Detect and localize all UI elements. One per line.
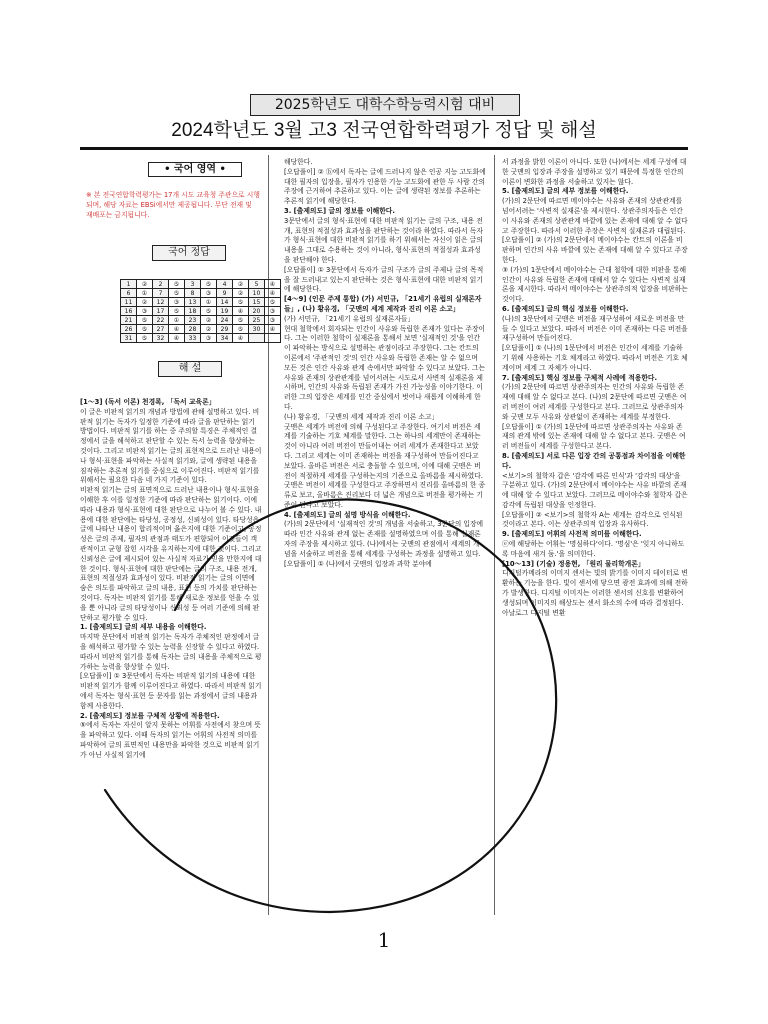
question-number: 33 bbox=[185, 334, 201, 343]
answer-row bbox=[121, 325, 281, 334]
answer-choice: ⑤ bbox=[233, 325, 249, 334]
commentary-paragraph: 3문단에서 글의 형식·표현에 대한 비판적 읽기는 글의 구조, 내용 전개, 표현의 적절성과 효과성을 판단하는 것이라 하였다. 따라서 독자가 형식·표현에 대한 비판적 읽기를 하기 위해서는 자신이 읽은 글의 내용을 그대로 수용하는 것이 아니라, 형식·표현의 적절성과 효과성을 판단해야 한다. bbox=[284, 216, 483, 264]
answer-choice: ① bbox=[201, 298, 217, 307]
question-number: 4 bbox=[217, 280, 233, 289]
commentary-paragraph: ③ (가)의 1문단에서 메이야수는 근대 철학에 대한 비판을 통해 인간이 사유와 독립한 존재에 대해서 알 수 있다는 사변적 실재론을 제시한다. 따라서 메이야수는 상관주의적 입장을 비판하는 것이다. bbox=[502, 265, 688, 304]
question-number: 9 bbox=[217, 289, 233, 298]
answer-choice: ④ bbox=[265, 289, 281, 298]
question-number: 10 bbox=[249, 289, 265, 298]
commentary-paragraph: ⓔ에 해당하는 어휘는 '명심하다'이다. '명심'은 '잊지 아니하도록 마음에 새겨 둠.'을 의미한다. bbox=[502, 540, 685, 558]
answer-choice: ⑤ bbox=[265, 298, 281, 307]
question-number: 23 bbox=[185, 316, 201, 325]
answer-choice: ⑤ bbox=[137, 334, 153, 343]
commentary-paragraph: 굿맨은 세계가 버전에 의해 구성된다고 주장한다. 여기서 버전은 세계를 기술하는 기호 체계를 말한다. 그는 하나의 세계만이 존재하는 것이 아니라 여러 버전이 만들어내는 여러 세계가 존재한다고 보았다. 그리고 세계는 이미 존재하는 버전을 재구성하여 만들어진다고 보았다. 올바른 버전은 서로 충돌할 수 있으며, 이에 대해 굿맨은 버전이 적절하게 세계를 구성하는지의 기준으로 올바름을 제시하였다. 굿맨은 버전이 세계를 구성한다고 주장하면서 진리를 올바름의 한 종류로 보고, 올바름은 진리보다 더 넓은 개념으로 버전을 평가하는 기준이 된다고 보았다. bbox=[284, 422, 486, 509]
commentary-paragraph: ⑤에서 독자는 자신이 알지 못하는 어휘를 사전에서 찾으며 뜻을 파악하고 있다. 이때 독자의 읽기는 어휘의 사전적 의미를 파악하여 글의 표면적인 내용만을 파악한 것으로 비판적 읽기가 아닌 사실적 읽기에 bbox=[80, 721, 261, 759]
question-number: 22 bbox=[153, 316, 169, 325]
question-number: 27 bbox=[153, 325, 169, 334]
question-number: 18 bbox=[185, 307, 201, 316]
answer-choice: ⑤ bbox=[169, 307, 185, 316]
answer-choice: ④ bbox=[265, 325, 281, 334]
question-number: 7 bbox=[153, 289, 169, 298]
question-heading: [1～3] (독서 이론) 천경록, 「독서 교육론」 bbox=[80, 398, 216, 406]
commentary-column-2 bbox=[284, 158, 486, 914]
question-number: 17 bbox=[153, 307, 169, 316]
question-number: 1 bbox=[121, 280, 137, 289]
answer-choice: ③ bbox=[265, 307, 281, 316]
answer-choice: ⑤ bbox=[201, 307, 217, 316]
commentary-paragraph: [오답풀이] ② ⓑ에서 독자는 글에 드러나지 않은 인공 지능 고도화에 대한 필자의 입장을, 필자가 인용한 기능 고도화에 관한 두 사람 간의 주장에 근거하여 추론하고 있다. 이는 글에 생략된 정보를 추론하는 추론적 읽기에 해당한다. bbox=[284, 167, 486, 206]
question-number: 16 bbox=[121, 307, 137, 316]
answer-row bbox=[121, 280, 281, 289]
answer-choice: ④ bbox=[169, 325, 185, 334]
answer-row bbox=[121, 289, 281, 298]
distribution-notice: ※ 본 전국연합학력평가는 17개 시도 교육청 주관으로 시행되며, 해당 자료는 EBSi에서만 제공됩니다. 무단 전재 및 재배포는 금지됩니다. bbox=[86, 191, 260, 219]
commentary-paragraph: [오답풀이] ① 3문단에서 독자가 글의 구조가 글의 주제나 글의 목적을 잘 드러내고 있는지 판단하는 것은 형식·표현에 대한 비판적 읽기에 해당한다. bbox=[284, 265, 484, 294]
question-heading: 4. [출제의도] 글의 설명 방식을 이해한다. bbox=[284, 510, 411, 519]
answer-choice: ③ bbox=[201, 289, 217, 298]
question-number bbox=[249, 334, 265, 343]
answer-row bbox=[121, 334, 281, 343]
question-heading: 5. [출제의도] 글의 세부 정보를 이해한다. bbox=[502, 187, 629, 196]
column-divider bbox=[268, 155, 269, 915]
question-number: 3 bbox=[185, 280, 201, 289]
commentary-paragraph: [오답풀이] ① (나)에서 굿맨의 입장과 과학 분야에 bbox=[284, 559, 432, 568]
question-number: 12 bbox=[153, 298, 169, 307]
question-heading: 1. [출제의도] 글의 세부 내용을 이해한다. bbox=[80, 623, 207, 632]
answer-row bbox=[121, 307, 281, 316]
exam-subtitle-banner: 2025학년도 대학수학능력시험 대비 bbox=[250, 94, 520, 116]
page-title: 2024학년도 3월 고3 전국연합학력평가 정답 및 해설 bbox=[171, 120, 597, 141]
question-heading: 8. [출제의도] 서로 다른 입장 간의 공통점과 차이점을 이해한다. bbox=[502, 451, 686, 470]
commentary-paragraph: 해당한다. bbox=[284, 158, 313, 166]
question-number: 30 bbox=[249, 325, 265, 334]
page-number: 1 bbox=[377, 928, 391, 952]
commentary-paragraph: (가)의 2문단에 따르면 메이야수는 사유와 존재의 상관관계를 넘어서려는 '사변적 실재론'을 제시한다. 상관주의자들은 인간이 사유와 존재의 상관관계 바깥에 있는 존재에 대해 알 수 없다고 주장한다. 따라서 이러한 주장은 사변적 실재론과 대립된다. bbox=[502, 197, 688, 235]
question-number: 6 bbox=[121, 289, 137, 298]
question-number: 24 bbox=[217, 316, 233, 325]
question-number: 2 bbox=[153, 280, 169, 289]
commentary-paragraph: 현대 철학에서 회자되는 인간이 사유와 독립한 존재가 있다는 주장이다. 그는 이러한 철학이 실재론을 통해서 보면 '실재적인 것'을 인간이 파악하는 방식으로 설명하는 관점이라고 주장한다. 그는 칸트의 이론에서 '주관적인 것'의 인간 사유와 독립한 존재는 알 수 없으며 모든 것은 인간 사유와 관계 속에서만 파악할 수 있다고 보았다. 그는 사유와 존재의 상관관계를 넘어서려는 시도로서 사변적 실재론을 제시하며, 인간의 사유와 독립된 존재가 가진 가능성을 이야기한다. 이러한 그의 입장은 세계를 인간 중심에서 벗어나 새롭게 이해하게 한다. bbox=[284, 324, 486, 411]
answer-choice: ⑤ bbox=[233, 298, 249, 307]
question-number: 19 bbox=[217, 307, 233, 316]
commentary-paragraph: (가)의 2문단에 따르면 상관주의자는 인간의 사유와 독립한 존재에 대해 알 수 없다고 본다. (나)의 2문단에 따르면 굿맨은 여러 버전이 여러 세계를 구성한다고 본다. 그러므로 상관주의자와 굿맨 모두 사유와 상관없이 존재하는 세계를 부정한다. bbox=[502, 383, 687, 421]
commentary-paragraph: 비판적 읽기는 글의 표면적으로 드러난 내용이나 형식·표현을 이해한 후 이를 일정한 기준에 따라 판단하는 읽기이다. 이에 따라 내용과 형식·표현에 대한 판단으로 나누어 볼 수 있다. 내용에 대한 판단에는 타당성, 공정성, 신뢰성이 있다. 타당성은 글에 나타난 내용이 합리적이며 옳은지에 대한 기준이고, 공정성은 글의 주제, 필자의 관점과 태도가 편향되어 이것들이 객관적이고 균형 잡힌 시각을 유지하는지에 대한 것이다. 그리고 신뢰성은 글에 제시되어 있는 사실적 자료가 믿을 만한지에 대한 것이다. 형식·표현에 대한 판단에는 글의 구조, 내용 전개, 표현의 적절성과 효과성이 있다. 비판적 읽기는 글의 이면에 숨은 의도를 파악하고 글의 내용, 표현 등의 가치를 판단하는 것이다. 독자는 비판적 읽기를 통해 새로운 정보를 얻을 수 있을 뿐 아니라 글의 타당성이나 신뢰성 등 여러 기준에 의해 판단하고 평가할 수 있다. bbox=[80, 486, 262, 622]
answer-choice: ② bbox=[201, 316, 217, 325]
question-heading: [10～13] (기술) 정용현, 「원리 물리학개론」 bbox=[502, 559, 645, 568]
question-number: 11 bbox=[121, 298, 137, 307]
answer-choice: ④ bbox=[233, 334, 249, 343]
answer-choice: ② bbox=[233, 289, 249, 298]
question-number: 14 bbox=[217, 298, 233, 307]
question-number: 5 bbox=[249, 280, 265, 289]
answer-choice: ⑤ bbox=[169, 280, 185, 289]
question-heading: 2. [출제의도] 정보를 구체적 상황에 적용한다. bbox=[80, 711, 220, 720]
question-number: 28 bbox=[185, 325, 201, 334]
question-number: 29 bbox=[217, 325, 233, 334]
commentary-paragraph: [오답풀이] ① (나)의 1문단에서 버전은 인간이 세계를 기술하기 위해 사용하는 기호 체계라고 하였다. 따라서 버전은 기호 체계이며 세계 그 자체가 아니다. bbox=[502, 344, 688, 372]
commentary-paragraph: <보기>의 철학자 갑은 '감각에 따른 인식'과 '감각의 대상'을 구분하고 있다. (가)의 2문단에서 메이야수는 사유 바깥의 존재에 대해 알 수 있다고 보았다. 그러므로 메이야수와 철학자 갑은 감각에 독립된 대상을 인정한다. bbox=[502, 471, 688, 509]
question-heading: [4～9] (인문 주제 통합) (가) 서민규, 「21세기 유럽의 실재론자들」, (나) 황유경, 「굿맨의 세계 제작과 진리 이론 소고」 bbox=[284, 295, 482, 313]
answer-choice: ④ bbox=[233, 307, 249, 316]
question-number: 13 bbox=[185, 298, 201, 307]
answer-choice: ② bbox=[233, 280, 249, 289]
commentary-paragraph: [오답풀이] ① (가)의 1문단에 따르면 상관주의자는 사유와 존재의 관계 밖에 있는 존재에 대해 알 수 없다고 본다. 굿맨은 여러 버전들이 세계를 구성한다고 본다. bbox=[502, 422, 686, 451]
question-number: 26 bbox=[121, 325, 137, 334]
question-number: 31 bbox=[121, 334, 137, 343]
commentary-paragraph: 이 글은 비판적 읽기의 개념과 방법에 관해 설명하고 있다. 비판적 읽기는 독자가 일정한 기준에 따라 글을 판단하는 읽기 방법이다. 비판적 읽기를 하는 중 주의할 특징은 주체적인 결정에서 글을 해석하고 판단할 수 있는 독서 능력을 향상하는 것이다. 그리고 비판적 읽기는 글의 표현적으로 드러난 내용이나 형식·표현을 파악하는 사실적 읽기와, 글에 생략된 내용을 짐작하는 추론적 읽기를 중심으로 이루어진다. 비판적 읽기를 위해서는 필요한 다음 네 가지 기준이 있다. bbox=[80, 407, 262, 485]
question-number: 20 bbox=[249, 307, 265, 316]
answer-choice: ⑤ bbox=[201, 280, 217, 289]
answer-choice: ⑤ bbox=[233, 316, 249, 325]
answer-choice: ⑤ bbox=[137, 316, 153, 325]
answer-choice bbox=[265, 334, 281, 343]
question-heading: 3. [출제의도] 글의 정보를 이해한다. bbox=[284, 206, 395, 215]
commentary-paragraph: 디지털카메라의 이미지 센서는 빛의 밝기를 이미지 데이터로 변환하는 기능을 한다. 빛이 센서에 닿으면 광전 효과에 의해 전하가 발생한다. 디지털 이미지는 이러한 센서의 신호를 변환하여 생성되며 이미지의 해상도는 센서 화소의 수에 따라 결정된다. 아날로그 디지털 변환 bbox=[502, 569, 688, 617]
commentary-paragraph: [오답풀이] ① 3문단에서 독자는 비판적 읽기의 내용에 대한 비판적 읽기가 함께 이루어진다고 하였다. 따라서 비판적 읽기에서 독자는 형식·표현 등 문자를 읽는 과정에서 글의 내용과 함께 사용한다. bbox=[80, 672, 262, 710]
commentary-paragraph: (가) 서민규, 「21세기 유럽의 실재론자들」 bbox=[284, 314, 415, 323]
answer-choice: ② bbox=[137, 298, 153, 307]
question-heading: 7. [출제의도] 핵심 정보를 구체적 사례에 적용한다. bbox=[502, 373, 658, 382]
question-heading: 9. [출제의도] 어휘의 사전적 의미를 이해한다. bbox=[502, 530, 642, 539]
answer-choice: ① bbox=[137, 289, 153, 298]
question-number: 21 bbox=[121, 316, 137, 325]
answer-choice: ③ bbox=[201, 334, 217, 343]
commentary-paragraph: 마지막 문단에서 비판적 읽기는 독자가 주체적인 판정에서 글을 해석하고 평가할 수 있는 능력을 신장할 수 있다고 하였다. 따라서 비판적 읽기를 통해 독자는 글의 내용을 주체적으로 평가하는 능력을 향상할 수 있다. bbox=[80, 633, 262, 671]
question-number: 15 bbox=[249, 298, 265, 307]
commentary-paragraph: [오답풀이] ② <보기>의 철학자 A는 세계는 감각으로 인식된 것이라고 본다. 이는 상관주의적 입장과 유사하다. bbox=[502, 510, 683, 529]
commentary-paragraph: 서 과정을 밝힌 이론이 아니다. 또한 (나)에서는 세계 구성에 대한 굿맨의 입장과 주장을 설명하고 있기 때문에 특정한 인간의 이론이 변화한 과정을 서술하고 있지는 않다. bbox=[502, 158, 687, 186]
answer-row bbox=[121, 316, 281, 325]
commentary-heading: 해 설 bbox=[158, 361, 222, 377]
answer-choice: ④ bbox=[265, 280, 281, 289]
answer-choice: ④ bbox=[169, 334, 185, 343]
answer-choice: ③ bbox=[137, 307, 153, 316]
answer-key-heading: 국어 정답 bbox=[152, 245, 226, 261]
question-number: 34 bbox=[217, 334, 233, 343]
commentary-paragraph: (나)의 3문단에서 굿맨은 버전을 재구성하여 새로운 버전을 만들 수 있다고 보았다. 따라서 버전은 이미 존재하는 다른 버전을 재구성하여 만들어진다. bbox=[502, 314, 688, 343]
question-number: 25 bbox=[249, 316, 265, 325]
commentary-paragraph: [오답풀이] ② (가)의 2문단에서 메이야수는 칸트의 이론을 비판하며 인간의 사유 바깥에 있는 존재에 대해 알 수 있다고 주장한다. bbox=[502, 236, 688, 264]
answer-choice: ② bbox=[201, 325, 217, 334]
answer-choice: ① bbox=[169, 316, 185, 325]
commentary-column-1 bbox=[80, 398, 262, 914]
question-heading: 6. [출제의도] 글의 핵심 정보를 이해한다. bbox=[502, 304, 629, 313]
subject-heading: • 국어 영역 • bbox=[148, 162, 242, 177]
answer-key-table bbox=[120, 279, 281, 343]
answer-choice: ⑤ bbox=[137, 325, 153, 334]
answer-choice: ② bbox=[137, 280, 153, 289]
answer-choice: ⑤ bbox=[169, 289, 185, 298]
commentary-paragraph: (나) 황유경, 「굿맨의 세계 제작과 진리 이론 소고」 bbox=[284, 412, 439, 421]
answer-choice: ③ bbox=[265, 316, 281, 325]
question-number: 32 bbox=[153, 334, 169, 343]
title-rule bbox=[80, 147, 688, 150]
question-number: 8 bbox=[185, 289, 201, 298]
answer-row bbox=[121, 298, 281, 307]
commentary-paragraph: (가)의 2문단에서 '실재적인 것'의 개념을 서술하고, 3문단의 입장에 따라 인간 사유와 관계 없는 존재를 설명하였으며 이를 통해 실재론자의 주장을 제시하고 있다. (나)에서는 굿맨의 관점에서 세계의 개념을 서술하고 버전을 통해 세계를 구성하는 과정을 설명하고 있다. bbox=[284, 520, 484, 558]
answer-choice: ③ bbox=[169, 298, 185, 307]
column-divider bbox=[494, 155, 495, 915]
commentary-column-3 bbox=[502, 158, 688, 914]
